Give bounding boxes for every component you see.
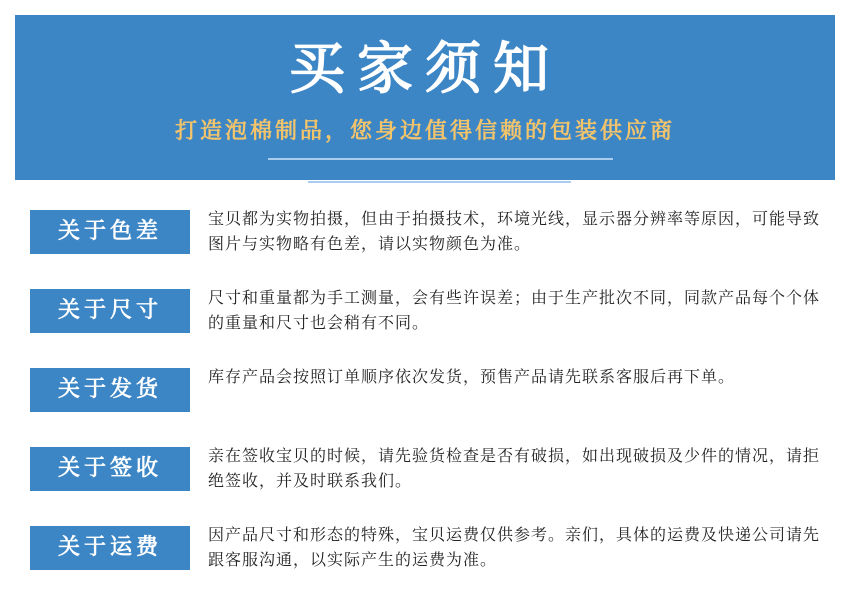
notice-size — [30, 289, 830, 353]
notice-text: 亲在签收宝贝的时候，请先验货检查是否有破损，如出现破损及少件的情况，请拒绝签收，并及时联系我们。 — [208, 446, 821, 490]
page-title: 买家须知 — [289, 37, 561, 102]
notice-text: 宝贝都为实物拍摄，但由于拍摄技术，环境光线，显示器分辨率等原因，可能导致图片与实物略有色差，请以实物颜色为准。 — [208, 209, 821, 253]
notice-tag: 关于签收 — [30, 447, 190, 491]
notice-tag: 关于尺寸 — [30, 289, 190, 333]
notice-text: 库存产品会按照订单顺序依次发货，预售产品请先联系客服后再下单。 — [208, 367, 736, 386]
notice-tag: 关于发货 — [30, 368, 190, 412]
notice-freight — [30, 526, 830, 590]
decorative-divider — [308, 181, 571, 183]
notice-text: 因产品尺寸和形态的特殊，宝贝运费仅供参考。亲们，具体的运费及快递公司请先跟客服沟通，以实际产生的运费为准。 — [208, 525, 821, 569]
notice-tag: 关于色差 — [30, 210, 190, 254]
notice-text: 尺寸和重量都为手工测量，会有些许误差；由于生产批次不同，同款产品每个个体的重量和尺寸也会稍有不同。 — [208, 288, 821, 332]
notice-shipping — [30, 368, 830, 432]
decorative-divider — [268, 158, 613, 160]
notice-receipt — [30, 447, 830, 511]
page-subtitle: 打造泡棉制品，您身边值得信赖的包装供应商 — [174, 119, 675, 144]
notice-color-difference — [30, 210, 830, 274]
header-banner — [15, 15, 835, 180]
notice-tag: 关于运费 — [30, 526, 190, 570]
